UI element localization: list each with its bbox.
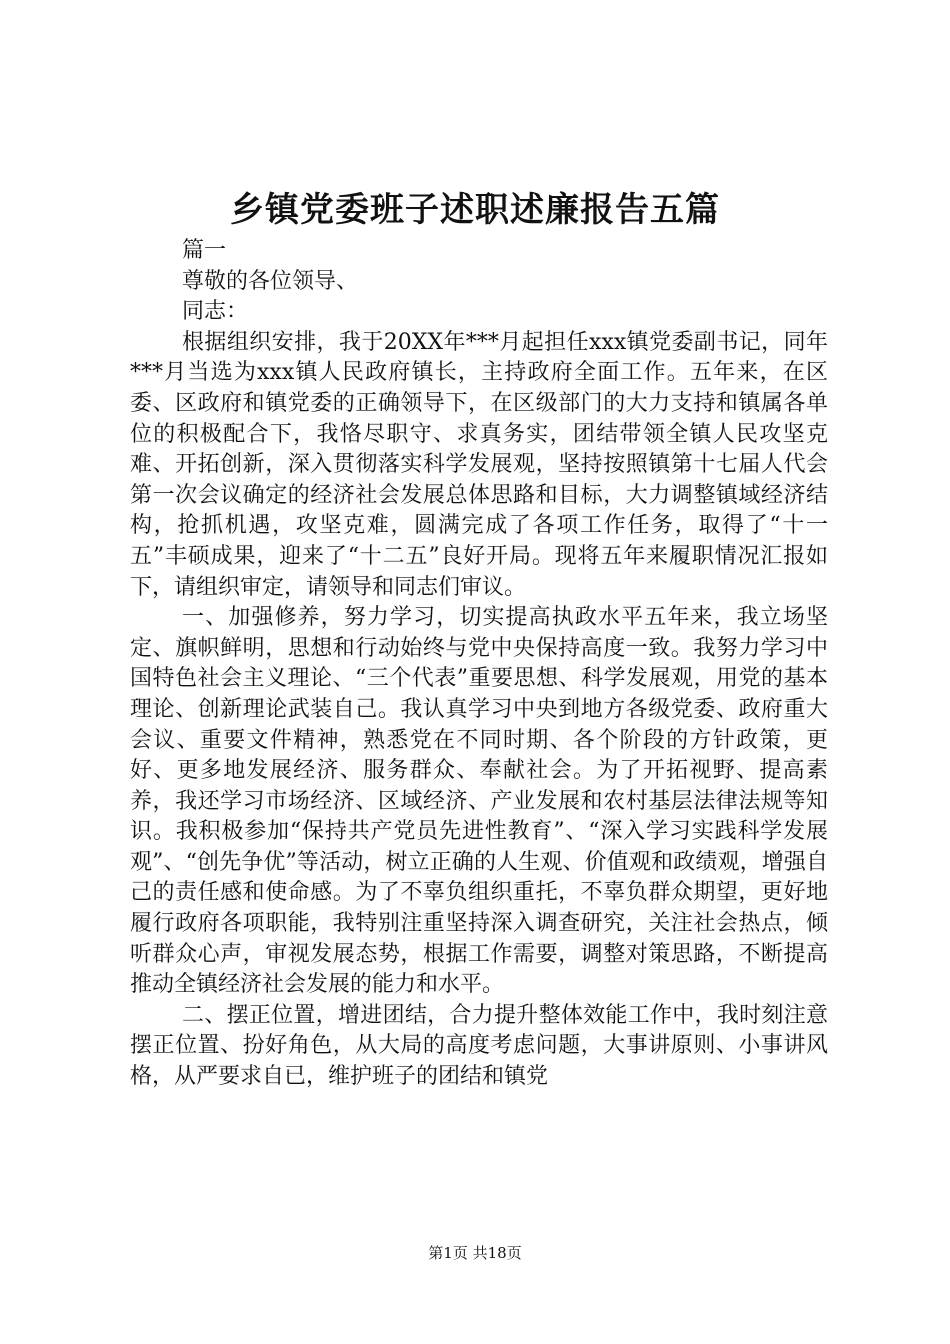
document-title: 乡镇党委班子述职述廉报告五篇	[230, 190, 720, 230]
paragraph-section-2: 二、摆正位置，增进团结，合力提升整体效能工作中，我时刻注意摆正位置、扮好角色，从大局的高度考虑问题，大事讲原则、小事讲风格，从严要求自已，维护班子的团结和镇党	[130, 1002, 828, 1090]
paragraph-intro: 根据组织安排，我于20XX年***月起担任xxx镇党委副书记，同年***月当选为xxx镇人民政府镇长，主持政府全面工作。五年来，在区委、区政府和镇党委的正确领导下，在区级部门的大力支持和镇属各单位的积极配合下，我恪尽职守、求真务实，团结带领全镇人民攻坚克难、开拓创新，深入贯彻落实科学发展观，坚持按照镇第十七届人代会第一次会议确定的经济社会发展总体思路和目标，大力调整镇域经济结构，抢抓机遇，攻坚克难，圆满完成了各项工作任务，取得了“十一五”丰硕成果，迎来了“十二五”良好开局。现将五年来履职情况汇报如下，请组织审定，请领导和同志们审议。	[130, 329, 828, 600]
page-footer: 第1页 共18页	[428, 1244, 522, 1262]
paragraph-section-1: 一、加强修养，努力学习，切实提高执政水平五年来，我立场坚定、旗帜鲜明，思想和行动始终与党中央保持高度一致。我努力学习中国特色社会主义理论、“三个代表”重要思想、科学发展观，用党的基本理论、创新理论武装自己。我认真学习中央到地方各级党委、政府重大会议、重要文件精神，熟悉党在不同时期、各个阶段的方针政策，更好、更多地发展经济、服务群众、奉献社会。为了开拓视野、提高素养，我还学习市场经济、区域经济、产业发展和农村基层法律法规等知识。我积极参加“保持共产党员先进性教育”、“深入学习实践科学发展观”、“创先争优”等活动，树立正确的人生观、价值观和政绩观，增强自己的责任感和使命感。为了不辜负组织重托，不辜负群众期望，更好地履行政府各项职能，我特别注重坚持深入调查研究，关注社会热点，倾听群众心声，审视发展态势，根据工作需要，调整对策思路，不断提高推动全镇经济社会发展的能力和水平。	[130, 605, 828, 998]
document-body	[130, 236, 828, 1093]
salutation-line-2: 同志：	[182, 299, 249, 325]
salutation-line-1: 尊敬的各位领导、	[182, 268, 359, 294]
section-label: 篇一	[182, 238, 227, 263]
